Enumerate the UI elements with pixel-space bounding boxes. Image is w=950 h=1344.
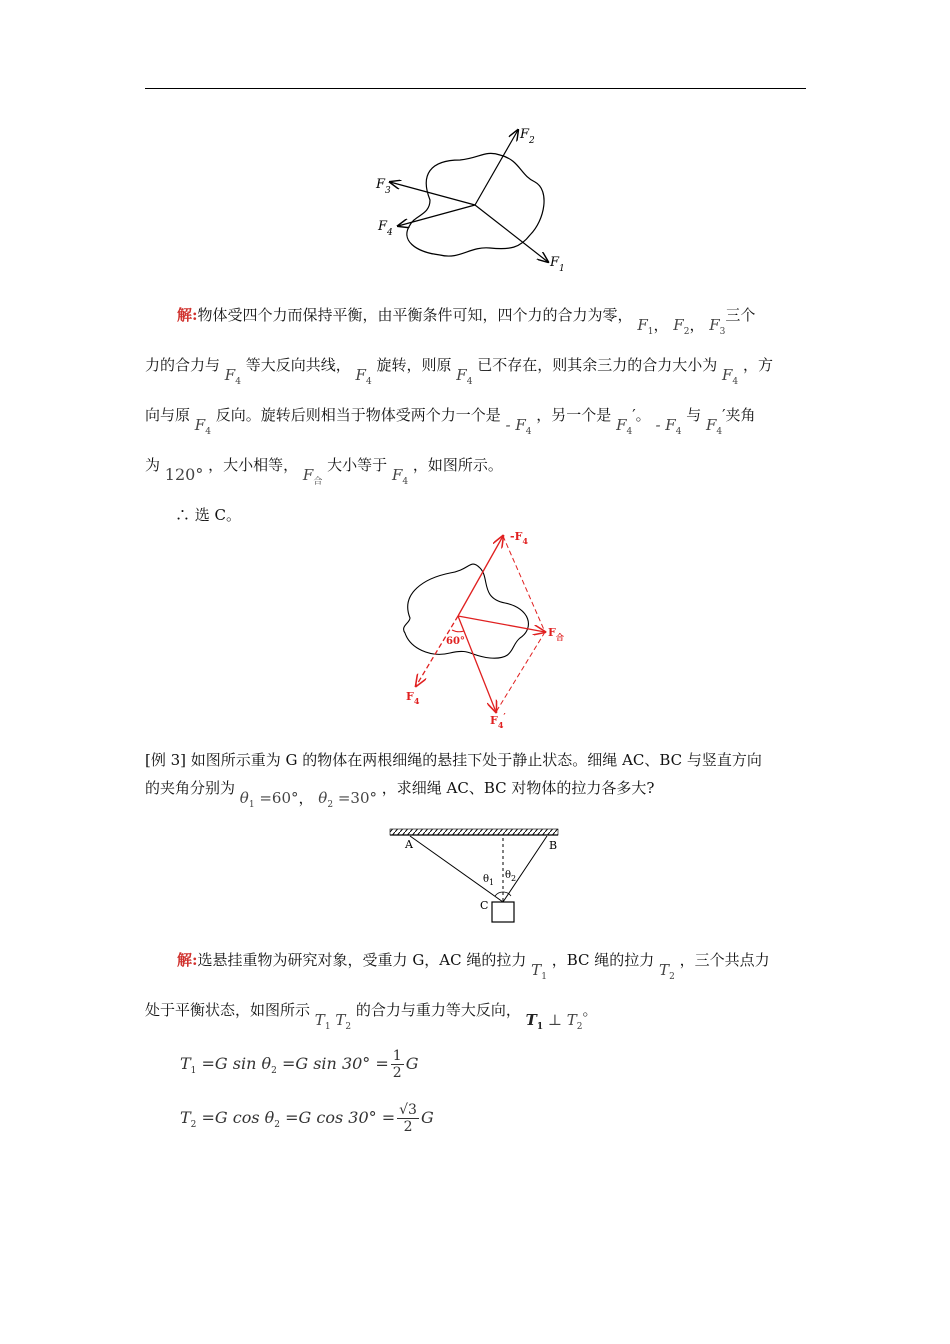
- header-rule: [145, 88, 806, 89]
- figure-four-forces: [370, 120, 580, 280]
- label-F1: $F_1$: [550, 255, 565, 274]
- label-F4: $F_4$: [406, 690, 420, 706]
- label-C: C: [480, 899, 489, 912]
- figure-hanging-weight: [385, 826, 565, 926]
- solution-paragraph-2: [145, 950, 807, 1032]
- label-F3: $F_3$: [376, 177, 391, 196]
- label-F2: $F_2$: [520, 127, 535, 146]
- equation-T1: $T_1 =G$ $\sin \theta_2 =G$ sin 30° = $\frac{1}{2}$ G: [180, 1048, 419, 1081]
- label-F4-prime: $F_4'$: [490, 713, 506, 730]
- line-4: 为 120° ，大小相等， $F_合$ 大小等于 $F_4$ ，如图所示。: [145, 456, 503, 487]
- label-B: B: [549, 839, 558, 852]
- example-line-1: [例 3] 如图所示重为 G 的物体在两根细绳的悬挂下处于静止状态。细绳 AC、BC 与竖直方向: [145, 751, 762, 769]
- figure-resultant-forces: [380, 528, 580, 738]
- ceiling: [390, 829, 558, 835]
- line-2: 力的合力与 $F_4$ 等大反向共线， $F_4$ 旋转，则原 $F_4$ 已不存在，则其余三力的合力大小为 $F_4$ ，方: [145, 356, 773, 387]
- label-60deg: 60°: [446, 636, 465, 647]
- label-F4: $F_4$: [378, 219, 393, 238]
- label-theta1: $\theta_1$: [483, 874, 495, 887]
- body-outline: [404, 564, 529, 658]
- line-3: 向与原 $F_4$ 反向。旋转后则相当于物体受两个力一个是 - $F_4$ ，另一个是 $F_4'$。 - $F_4$ 与 $F_4'$夹角: [145, 406, 756, 437]
- label-theta2: $\theta_2$: [505, 870, 517, 883]
- weight-box: [492, 902, 514, 922]
- label-neg-F4: $-F_4$: [510, 530, 528, 546]
- line-1: 解:物体受四个力而保持平衡，由平衡条件可知，四个力的合力为零， $F_1$， $F_2$， $F_3$三个: [177, 306, 756, 337]
- line-2: 处于平衡状态，如图所示 $T_1$ $T_2$ 的合力与重力等大反向， $T_1$ ⊥ $T_2$。: [145, 1001, 598, 1032]
- example-3: [145, 750, 807, 810]
- label-A: A: [405, 838, 413, 851]
- line-1: 解:选悬挂重物为研究对象，受重力 G，AC 绳的拉力 $T_1$ ，BC 绳的拉力 $T_2$ ，三个共点力: [177, 951, 770, 982]
- example-line-2: 的夹角分别为 $\theta_1 =60^\circ$， $\theta_2 =30^\circ$ ，求细绳 AC、BC 对物体的拉力各多大?: [145, 779, 655, 810]
- equation-T2: $T_2 =G$ $\cos \theta_2 =G$ cos 30° = $\frac{√3}{2}$ G: [180, 1102, 434, 1135]
- label-F-he: $F_合$: [548, 626, 564, 642]
- answer-line: ∴ 选 C。: [175, 506, 242, 524]
- solution-paragraph-1: [145, 305, 807, 525]
